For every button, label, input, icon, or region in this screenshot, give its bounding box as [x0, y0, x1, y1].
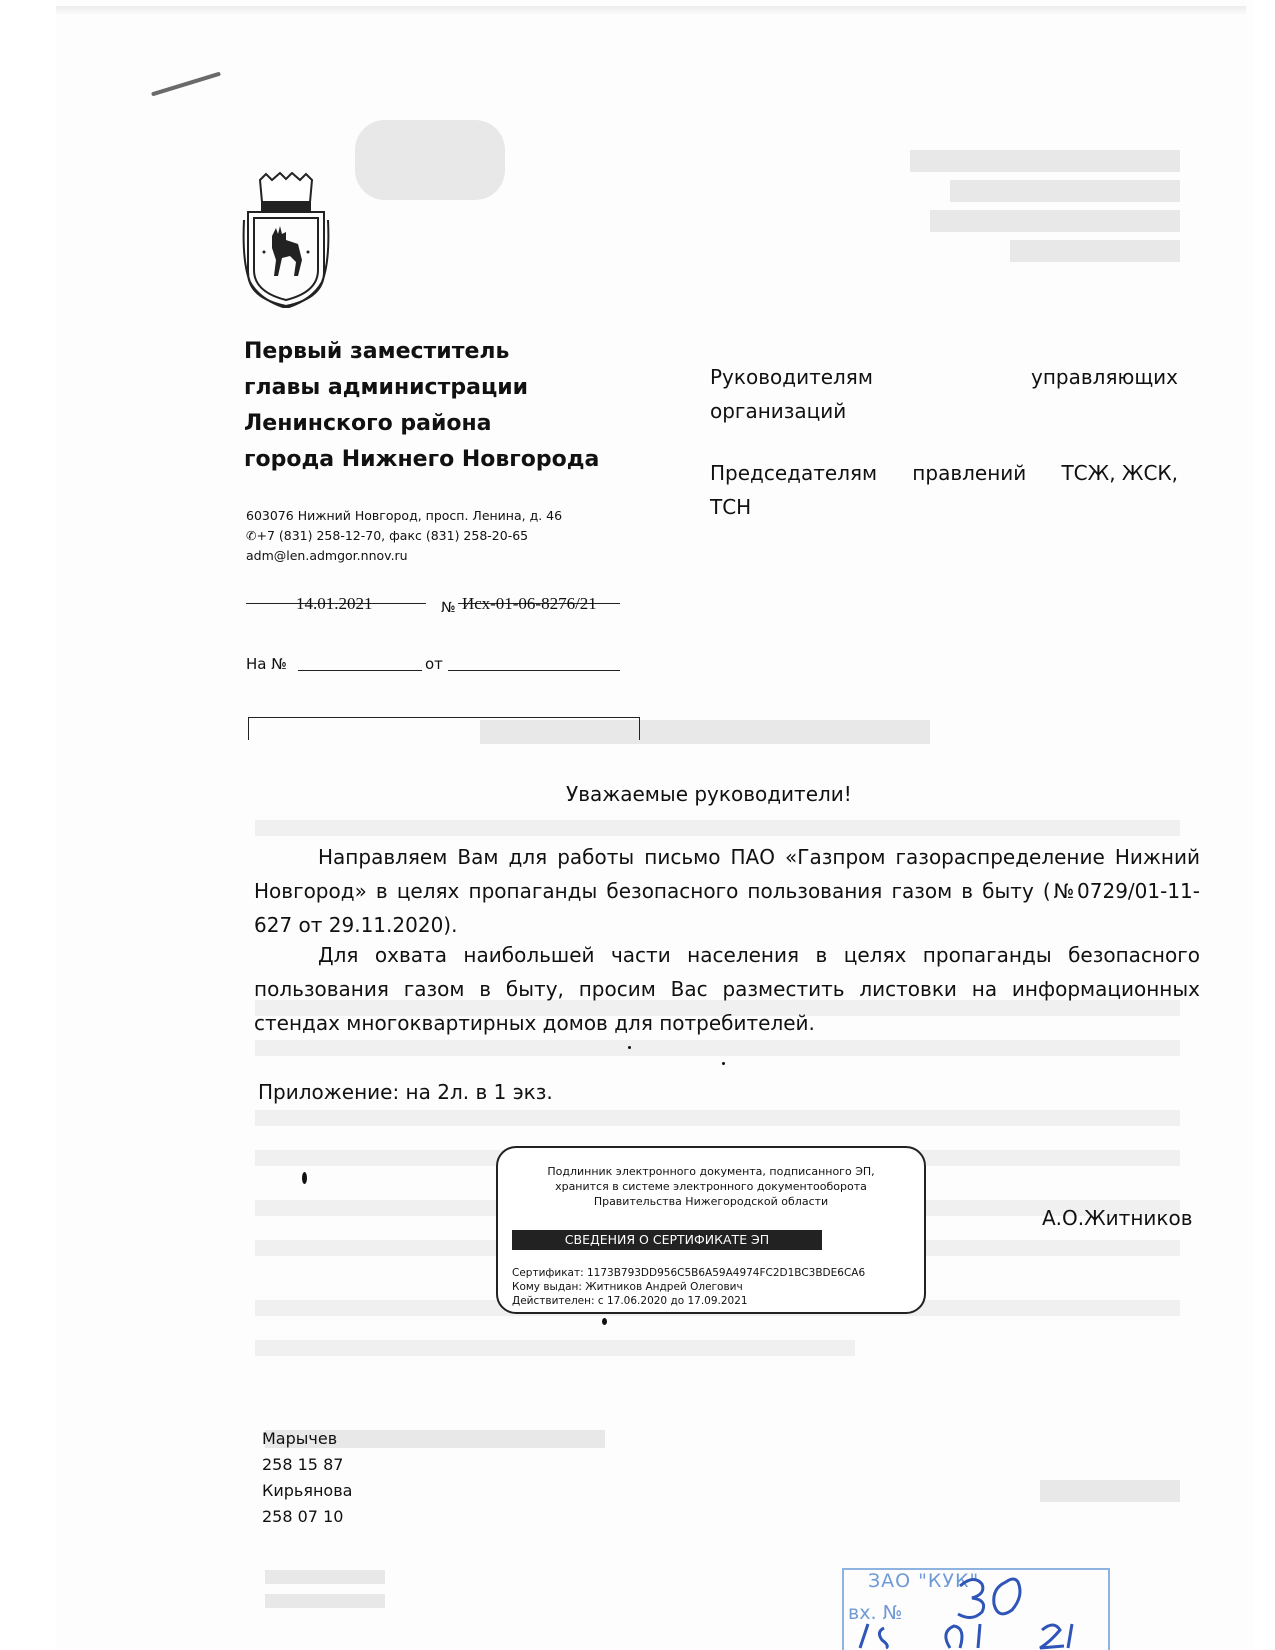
scan-speck [628, 1046, 631, 1049]
issuer-title-line: Ленинского района [244, 411, 492, 436]
recipient-word: Руководителям [710, 365, 873, 389]
salutation: Уважаемые руководители! [566, 782, 852, 806]
recipient-line: организаций [710, 399, 847, 423]
reference-date-underline [448, 670, 620, 671]
scan-speck [722, 1062, 725, 1065]
signer-name: А.О.Житников [1042, 1206, 1193, 1230]
recipient-word: Председателям [710, 461, 878, 485]
stamp-company-name: ЗАО "КУК" [868, 1570, 980, 1592]
attachment-note: Приложение: на 2л. в 1 экз. [258, 1080, 553, 1104]
body-paragraph: Направляем Вам для работы письмо ПАО «Газпром газораспределение Нижний Новгород» в целях пропаганды безопасного пользования газом в быту (№0729/01-11-627 от 29.11.2020). [254, 845, 1200, 937]
issuer-contacts [246, 506, 562, 566]
certificate-info-title: СВЕДЕНИЯ О СЕРТИФИКАТЕ ЭП [512, 1230, 822, 1250]
issuer-address: 603076 Нижний Новгород, просп. Ленина, д. 46 [246, 508, 563, 523]
coat-of-arms-icon [240, 172, 332, 308]
handwritten-incoming-number [952, 1572, 1034, 1624]
reference-number-underline [298, 670, 422, 671]
issuer-email: adm@len.admgor.nnov.ru [246, 548, 408, 563]
stamp-incoming-label: вх. № [848, 1602, 903, 1624]
issuer-title-line: города Нижнего Новгорода [244, 447, 600, 472]
recipient-word: управляющих [1031, 365, 1178, 389]
recipient-word: правлений [912, 461, 1027, 485]
body-paragraph: Для охвата наибольшей части населения в целях пропаганды безопасного пользования газом в быту, просим Вас разместить листовки на информационных стендах многоквартирных домов для потребителей. [254, 943, 1200, 1035]
reference-number-label: На № [246, 655, 287, 673]
issuer-title-line: Первый заместитель [244, 339, 510, 364]
registration-number-label: № [441, 600, 456, 616]
executor-line: 258 07 10 [262, 1507, 344, 1526]
certificate-validity: Действителен: с 17.06.2020 до 17.09.2021 [512, 1295, 748, 1307]
certificate-details [512, 1266, 865, 1308]
issuer-phone: ✆+7 (831) 258-12-70, факс (831) 258-20-65 [246, 528, 529, 543]
recipient-line: ТСН [710, 495, 752, 519]
certificate-serial: Сертификат: 1173B793DD956C5B6A59A4974FC2D1BC3BDE6CA6 [512, 1267, 866, 1279]
executor-line: Марычев [262, 1429, 338, 1448]
executors-block [262, 1426, 352, 1530]
scan-speck [302, 1172, 307, 1184]
certificate-owner: Кому выдан: Житников Андрей Олегович [512, 1281, 743, 1293]
signature-box-line: Правительства Нижегородской области [593, 1195, 829, 1208]
issuer-title-line: главы администрации [244, 375, 529, 400]
recipients-block [710, 360, 1178, 524]
electronic-signature-box [496, 1146, 926, 1314]
handwritten-incoming-date [850, 1618, 1100, 1650]
issuer-title [244, 334, 599, 478]
signature-box-line: Подлинник электронного документа, подписанного ЭП, [547, 1165, 875, 1178]
executor-line: 258 15 87 [262, 1455, 344, 1474]
registration-date: 14.01.2021 [296, 594, 373, 613]
subject-bracket [248, 717, 640, 740]
recipient-word: ТСЖ, ЖСК, [1061, 461, 1178, 485]
reference-from-label: от [425, 655, 443, 673]
signature-box-header [498, 1164, 924, 1209]
signature-box-line: хранится в системе электронного документооборота [555, 1180, 867, 1193]
registration-number: Исх-01-06-8276/21 [462, 594, 597, 613]
executor-line: Кирьянова [262, 1481, 353, 1500]
scan-speck [602, 1318, 607, 1325]
